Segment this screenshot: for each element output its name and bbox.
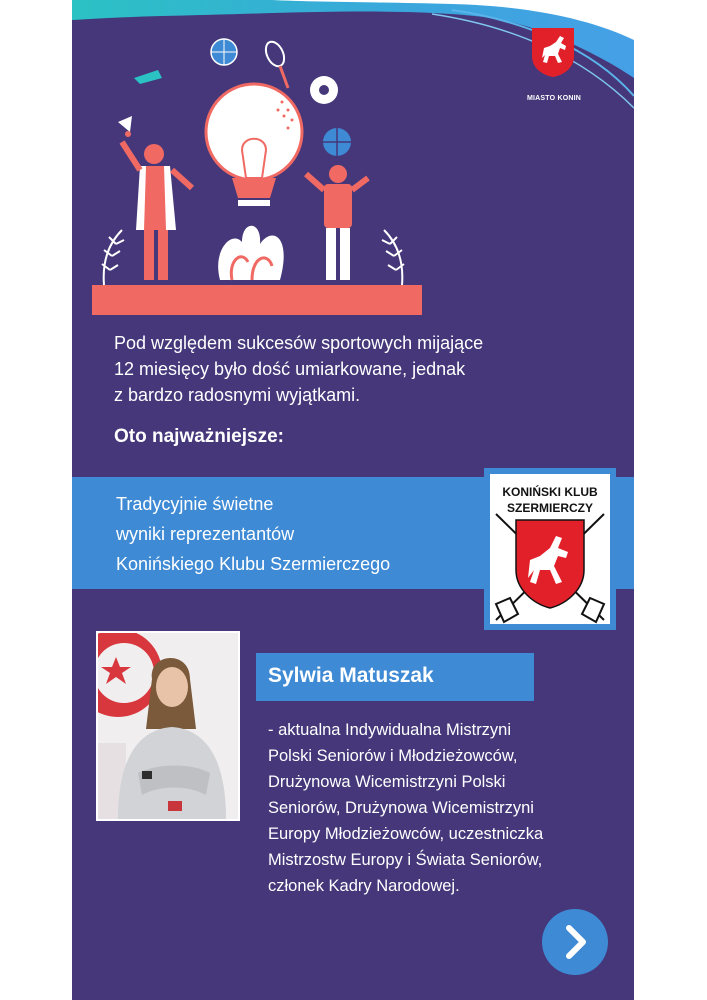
club-description (116, 489, 476, 579)
club-logo-text: SZERMIERCZY (506, 501, 594, 515)
club-logo-text: KONIŃSKI KLUB (502, 485, 598, 499)
club-line: Tradycyjnie świetne (116, 494, 274, 514)
bio-line: Polski Seniorów i Młodzieżowców, (268, 747, 518, 765)
intro-line: z bardzo radosnymi wyjątkami. (114, 385, 361, 405)
infographic-panel (72, 0, 634, 1000)
bio-line: - aktualna Indywidualna Mistrzyni (268, 721, 512, 739)
next-button[interactable] (542, 909, 608, 975)
club-line: Konińskiego Klubu Szermierczego (116, 554, 391, 574)
sports-ideas-illustration (92, 30, 422, 320)
athlete-photo (96, 631, 240, 821)
bio-line: Europy Młodzieżowców, uczestniczka (268, 825, 544, 843)
bio-line: Drużynowa Wicemistrzyni Polski (268, 773, 506, 791)
intro-line: Pod względem sukcesów sportowych mijające (114, 333, 484, 353)
intro-paragraph (114, 330, 594, 408)
intro-line: 12 miesięcy było dość umiarkowane, jednak (114, 359, 466, 379)
fencing-club-logo (490, 474, 610, 624)
section-heading: Oto najważniejsze: (114, 426, 284, 447)
bio-line: Seniorów, Drużynowa Wicemistrzyni (268, 799, 534, 817)
club-line: wyniki reprezentantów (116, 524, 295, 544)
bio-line: Mistrzostw Europy i Świata Seniorów, (268, 851, 543, 869)
chevron-right-icon (542, 909, 608, 975)
athlete-name: Sylwia Matuszak (268, 664, 434, 687)
brand-caption: MIASTO KONIN (527, 95, 581, 102)
athlete-bio (268, 717, 612, 899)
bio-line: członek Kadry Narodowej. (268, 877, 460, 895)
city-crest-logo (530, 26, 576, 78)
